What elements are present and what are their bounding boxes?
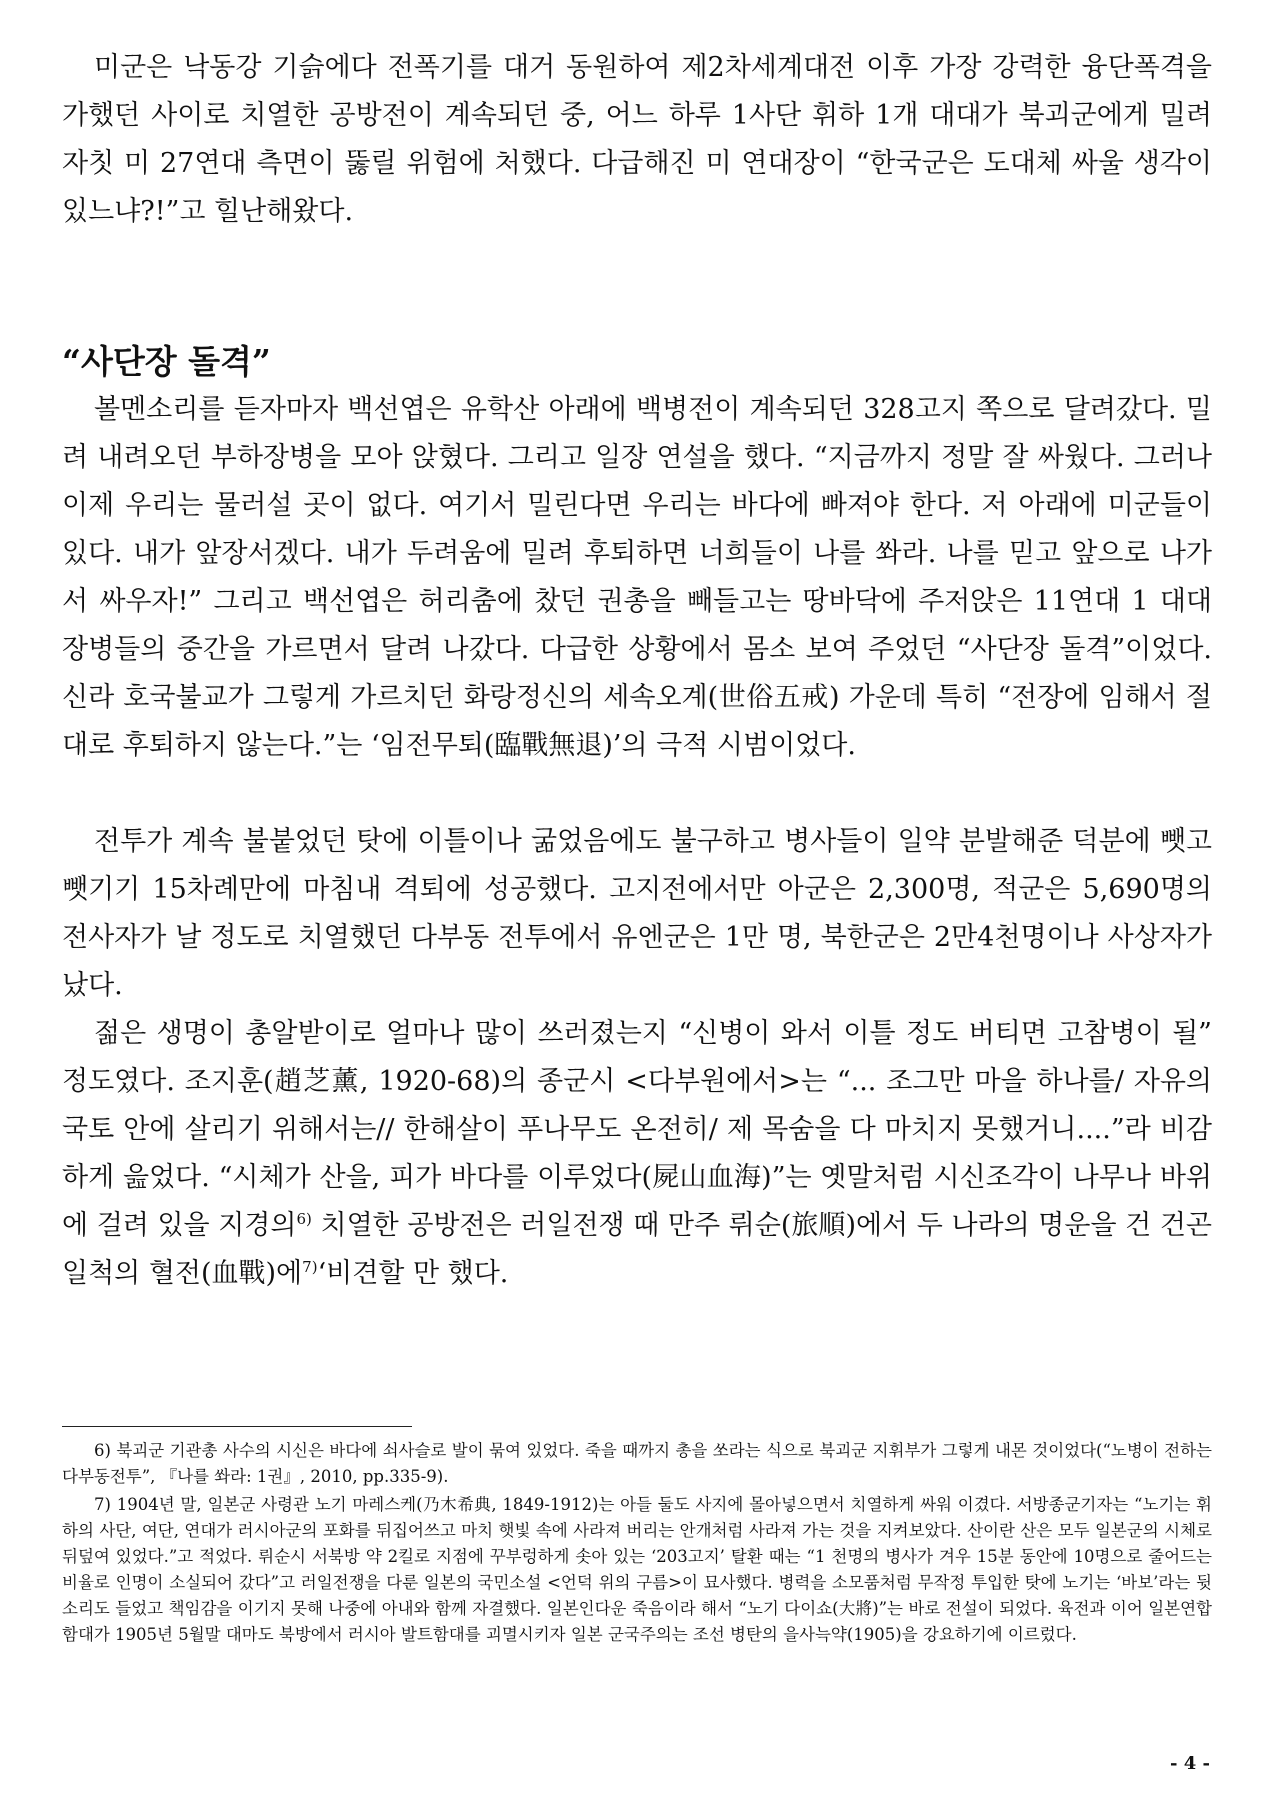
poem-text-part-3: ‘비견할 만 했다. (317, 1258, 509, 1289)
intro-paragraph: 미군은 낙동강 기슭에다 전폭기를 대거 동원하여 제2차세계대전 이후 가장 강력한 융단폭격을 가했던 사이로 치열한 공방전이 계속되던 중, 어느 하루 1사단 휘하 1개 대대가 북괴군에게 밀려 자칫 미 27연대 측면이 뚫릴 위험에 처했다. 다급해진 미 연대장이 “한국군은 도대체 싸울 생각이 있느냐?!”고 힐난해왔다. (62, 52, 1212, 227)
footnote-6: 6) 북괴군 기관총 사수의 시신은 바다에 쇠사슬로 발이 묶여 있었다. 죽을 때까지 총을 쏘라는 식으로 북괴군 지휘부가 그렇게 내몬 것이었다(“노병이 전하는 다부동전투”, 『나를 쏴라: 1권』, 2010, pp.335-9). (62, 1441, 1212, 1486)
poem-text-part-1: 젊은 생명이 총알받이로 얼마나 많이 쓰러졌는지 “신병이 와서 이틀 정도 버티면 고참병이 될” 정도였다. 조지훈(趙芝薰, 1920-68)의 종군시 <다부원에서>는 “... 조그만 마을 하나를/ 자유의 국토 안에 살리기 위해서는// 한해살이 푸나무도 온전히/ 제 목숨을 다 마치지 못했거니....”라 비감하게 읊었다. “시체가 산을, 피가 바다를 이루었다(屍山血海)”는 옛말처럼 시신조각이 나무나 바위에 걸려 있을 지경의 (62, 1018, 1212, 1241)
footnote-divider (62, 1426, 412, 1427)
footnote-7: 7) 1904년 말, 일본군 사령관 노기 마레스케(乃木希典, 1849-1912)는 아들 둘도 사지에 몰아넣으면서 치열하게 싸워 이겼다. 서방종군기자는 “노기는 휘하의 사단, 여단, 연대가 러시아군의 포화를 뒤집어쓰고 마치 햇빛 속에 사라져 버리는 안개처럼 사라져 가는 것을 지켜보았다. 산이란 산은 모두 일본군의 시체로 뒤덮여 있었다.”고 적었다. 뤼순시 서북방 약 2킬로 지점에 꾸부렁하게 솟아 있는 ‘203고지’ 탈환 때는 “1 천명의 병사가 겨우 15분 동안에 10명으로 줄어드는 비율로 인명이 소실되어 갔다”고 러일전쟁을 다룬 일본의 국민소설 <언덕 위의 구름>이 묘사했다. 병력을 소모품처럼 무작정 투입한 탓에 노기는 ‘바보’라는 뒷소리도 들었고 책임감을 이기지 못해 나중에 아내와 함께 자결했다. 일본인다운 죽음이라 해서 “노기 다이쇼(大將)”는 바로 전설이 되었다. 육전과 이어 일본연합함대가 1905년 5월말 대마도 북방에서 러시아 발트함대를 괴멸시키자 일본 군국주의는 조선 병탄의 을사늑약(1905)을 강요하기에 이르렀다. (62, 1495, 1212, 1644)
page-number: - 4 - (1170, 1753, 1210, 1774)
poem-text-part-2: 치열한 공방전은 러일전쟁 때 만주 뤼순(旅順)에서 두 나라의 명운을 건 건곤일척의 혈전(血戰)에 (62, 1210, 1212, 1289)
battle-paragraph: 전투가 계속 불붙었던 탓에 이틀이나 굶었음에도 불구하고 병사들이 일약 분발해준 덕분에 뺏고 뺏기기 15차례만에 마침내 격퇴에 성공했다. 고지전에서만 아군은 2,300명, 적군은 5,690명의 전사자가 날 정도로 치열했던 다부동 전투에서 유엔군은 1만 명, 북한군은 2만4천명이나 사상자가 났다. (62, 826, 1212, 1001)
footnote-ref-7[interactable]: 7) (302, 1258, 318, 1276)
charge-paragraph: 볼멘소리를 듣자마자 백선엽은 유학산 아래에 백병전이 계속되던 328고지 쪽으로 달려갔다. 밀려 내려오던 부하장병을 모아 앉혔다. 그리고 일장 연설을 했다. “지금까지 정말 잘 싸웠다. 그러나 이제 우리는 물러설 곳이 없다. 여기서 밀린다면 우리는 바다에 빠져야 한다. 저 아래에 미군들이 있다. 내가 앞장서겠다. 내가 두려움에 밀려 후퇴하면 너희들이 나를 쏴라. 나를 믿고 앞으로 나가서 싸우자!” 그리고 백선엽은 허리춤에 찼던 권총을 빼들고는 땅바닥에 주저앉은 11연대 1 대대 장병들의 중간을 가르면서 달려 나갔다. 다급한 상황에서 몸소 보여 주었던 “사단장 돌격”이었다. 신라 호국불교가 그렇게 가르치던 화랑정신의 세속오계(世俗五戒) 가운데 특히 “전장에 임해서 절대로 후퇴하지 않는다.”는 ‘임전무퇴(臨戰無退)’의 극적 시범이었다. (62, 394, 1212, 761)
footnote-ref-6[interactable]: 6) (296, 1210, 312, 1228)
poem-paragraph (62, 1010, 1212, 1298)
section-heading: “사단장 돌격” (62, 342, 271, 381)
